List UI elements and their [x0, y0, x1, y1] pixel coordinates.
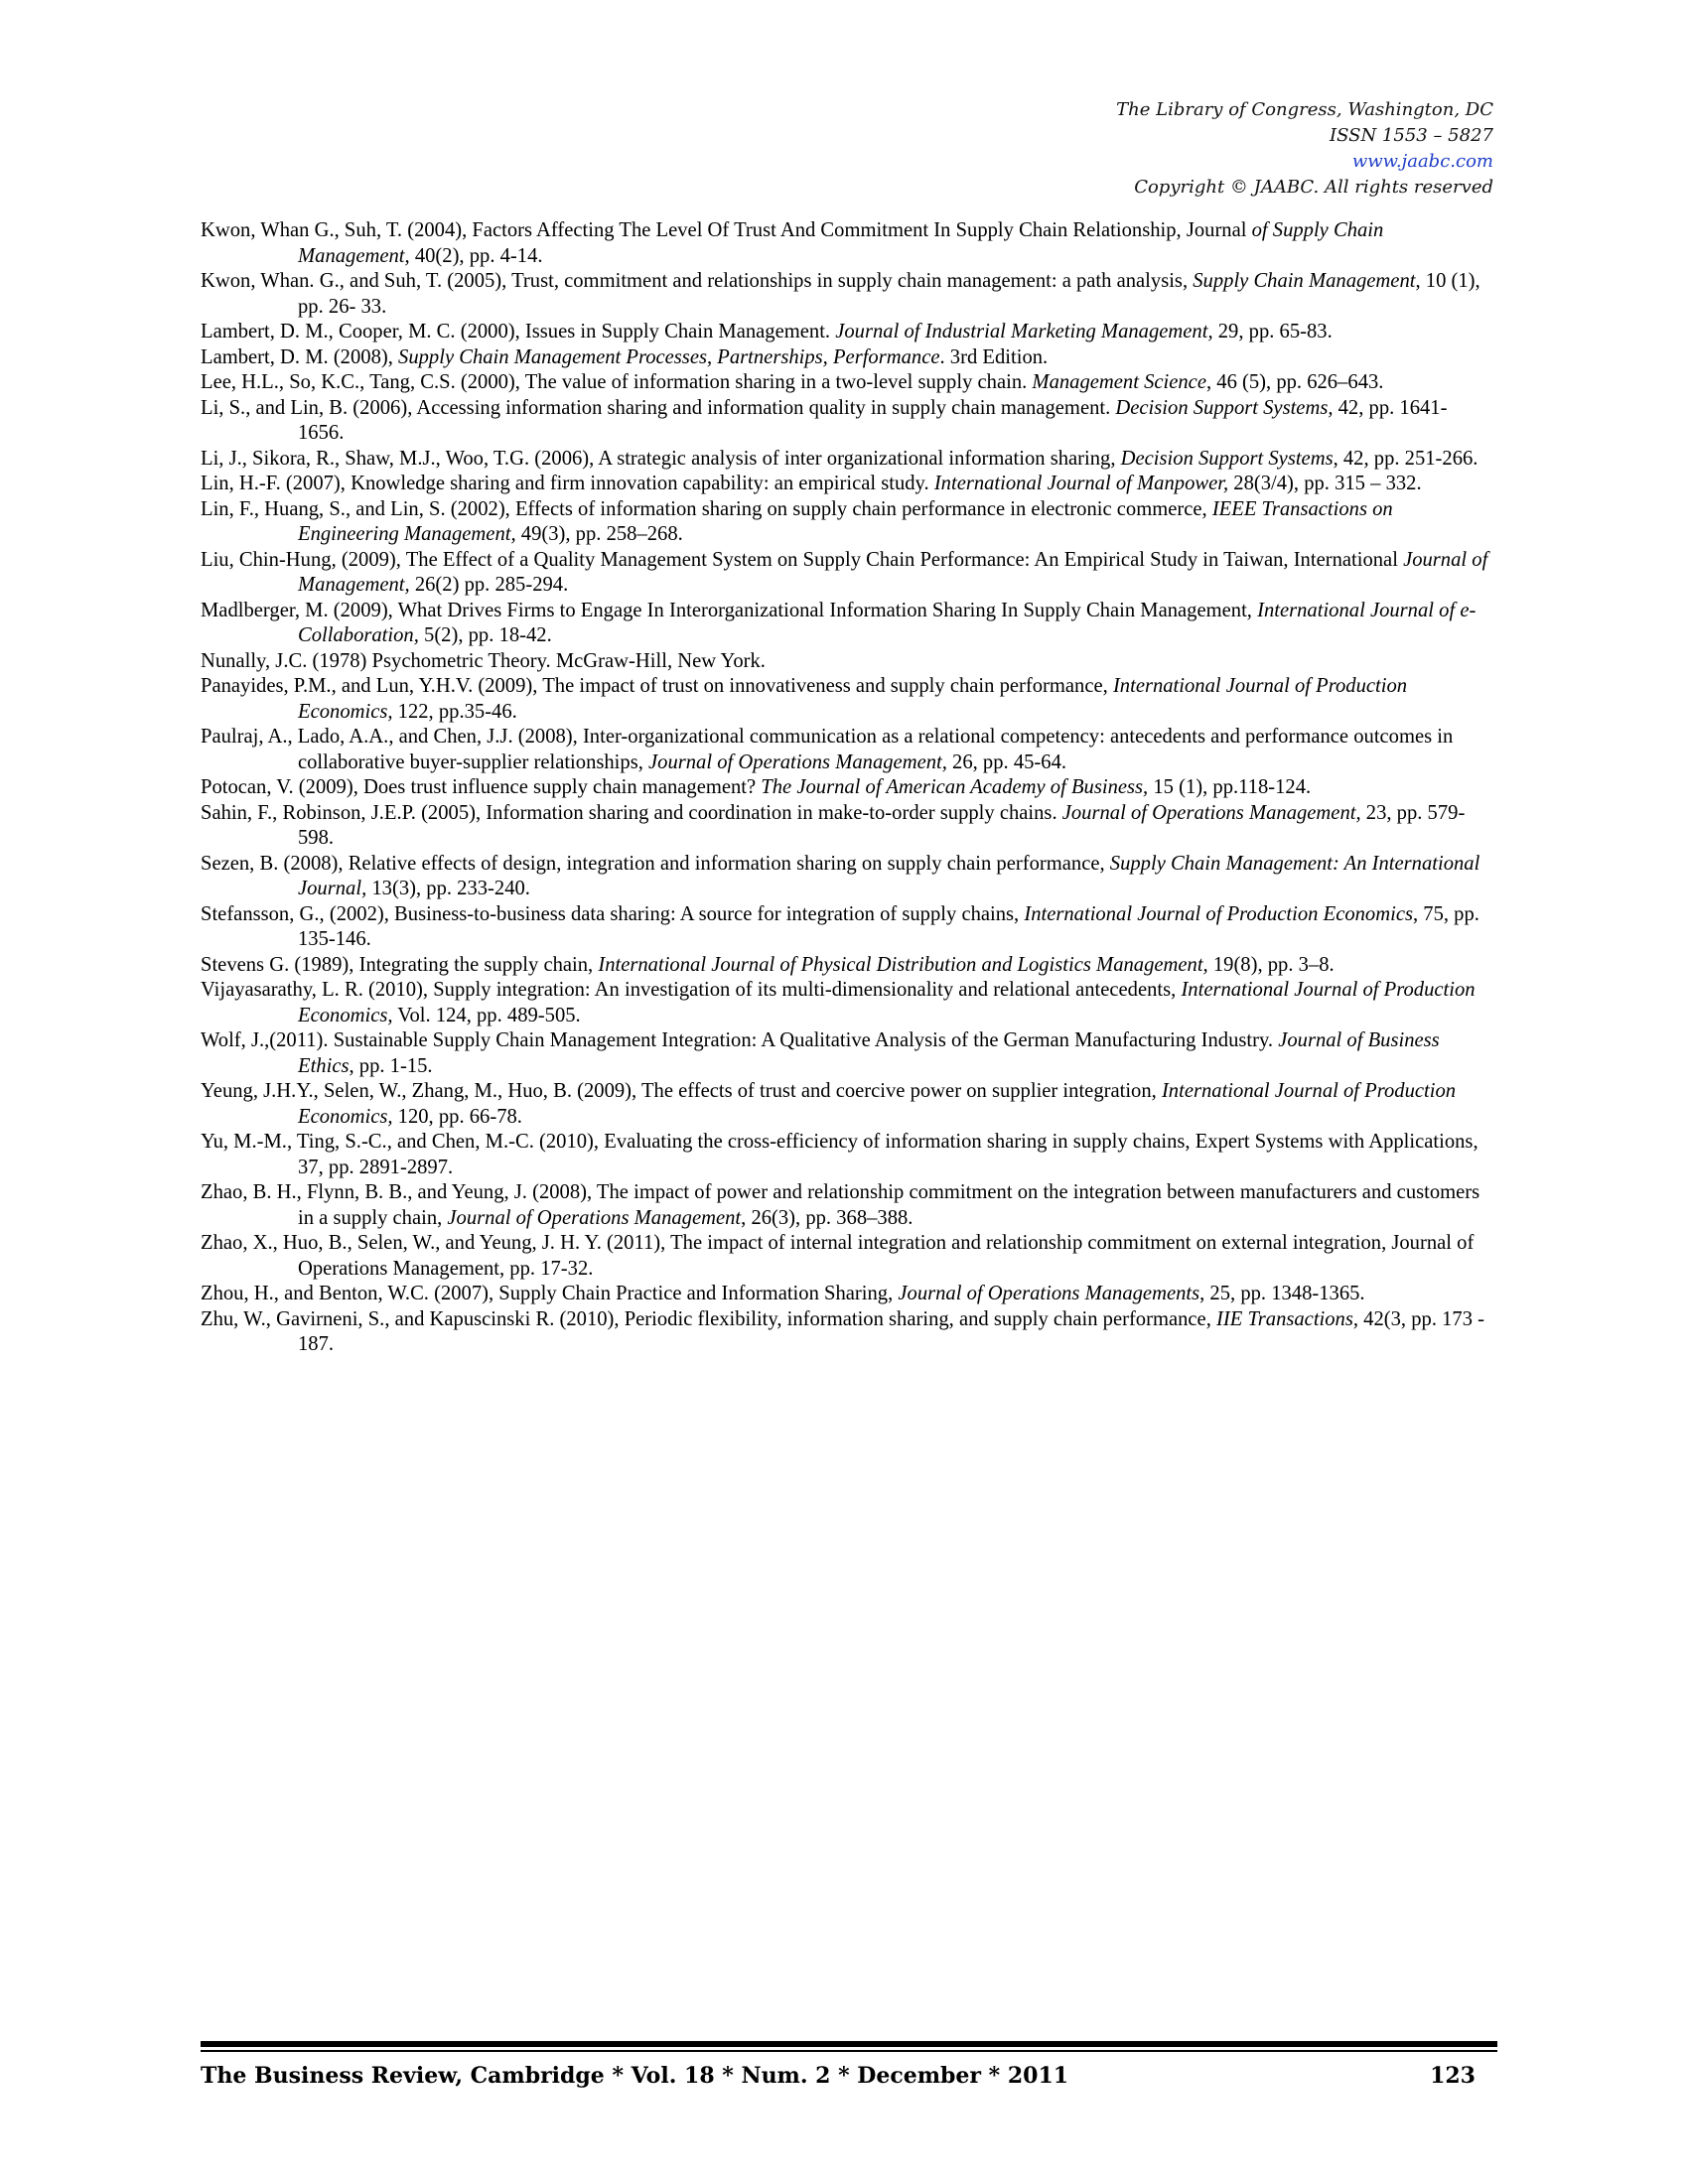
reference-text: , 10 (1), pp. 26- 33.	[298, 270, 1480, 318]
reference-entry	[201, 396, 1491, 447]
reference-text: , 26(3), pp. 368–388.	[741, 1206, 914, 1229]
reference-source-italic: Journal of Industrial Marketing Management,	[835, 321, 1213, 342]
reference-text: Kwon, Whan G., Suh, T. (2004), Factors Affecting The Level Of Trust And Commitment In Supply Chain Relationship, Journal	[201, 219, 1252, 241]
reference-text: Lee, H.L., So, K.C., Tang, C.S. (2000), The value of information sharing in a two-level supply chain.	[201, 371, 1033, 393]
reference-text: Kwon, Whan. G., and Suh, T. (2005), Trust, commitment and relationships in supply chain management: a path analysis,	[201, 270, 1194, 292]
reference-source-italic: Journal of Operations Management,	[1061, 801, 1361, 824]
reference-source-italic: Management Science	[1032, 371, 1206, 393]
reference-text: Panayides, P.M., and Lun, Y.H.V. (2009), The impact of trust on innovativeness and supply chain performance,	[201, 675, 1113, 697]
reference-text: Stefansson, G., (2002), Business-to-business data sharing: A source for integration of supply chains,	[201, 902, 1025, 925]
reference-text: 13(3), pp. 233-240.	[366, 878, 530, 899]
reference-entry	[201, 599, 1491, 649]
reference-source-italic: Journal of Operations Managements	[898, 1283, 1200, 1304]
reference-source-italic: Decision Support Systems,	[1115, 396, 1334, 419]
reference-text: , 75, pp. 135-146.	[298, 902, 1479, 950]
reference-source-italic: Journal of Operations Management,	[648, 751, 947, 773]
reference-text: Lin, F., Huang, S., and Lin, S. (2002), Effects of information sharing on supply chain performance in electronic commerce,	[201, 497, 1212, 520]
reference-entry	[201, 269, 1491, 320]
reference-source-italic: Supply Chain Management	[1193, 270, 1416, 292]
reference-text: Paulraj, A., Lado, A.A., and Chen, J.J. (2008), Inter-organizational communication as a relational competency: antecedents and performance outcomes in collaborative buyer-supplier relationships,	[201, 726, 1454, 773]
header-library-line: The Library of Congress, Washington, DC	[1116, 99, 1493, 120]
reference-entry	[201, 472, 1491, 497]
reference-text: , 42, pp. 251-266.	[1333, 447, 1478, 470]
reference-source-italic: Decision Support Systems	[1120, 447, 1334, 470]
reference-text: 29, pp. 65-83.	[1212, 321, 1333, 342]
reference-source-italic: International Journal of Production Economics,	[298, 675, 1408, 723]
reference-entry	[201, 218, 1491, 269]
reference-source-italic: Journal of Management,	[298, 548, 1488, 596]
reference-text: 26, pp. 45-64.	[946, 751, 1067, 773]
reference-entry	[201, 1130, 1491, 1180]
reference-entry	[201, 497, 1491, 548]
reference-entry	[201, 953, 1491, 979]
header-website-link[interactable]: www.jaabc.com	[1351, 151, 1493, 172]
reference-entry	[201, 1028, 1491, 1079]
reference-text: Lambert, D. M. (2008),	[201, 345, 399, 368]
reference-text: Zhao, X., Huo, B., Selen, W., and Yeung, J. H. Y. (2011), The impact of internal integration and relationship commitment on external integration, Journal of Operations Management, pp. 17-32.	[201, 1232, 1475, 1280]
reference-source-italic: International Journal of Physical Distribution and Logistics Management,	[598, 953, 1208, 976]
reference-text: Yu, M.-M., Ting, S.-C., and Chen, M.-C. (2010), Evaluating the cross-efficiency of information sharing in supply chains, Expert Systems with Applications, 37, pp. 2891-2897.	[201, 1131, 1478, 1178]
reference-text: 42(3, pp. 173 - 187.	[298, 1307, 1485, 1355]
reference-text: 120, pp. 66-78.	[392, 1105, 522, 1128]
footer-journal-info: The Business Review, Cambridge * Vol. 18 * Num. 2 * December * 2011	[201, 2063, 1069, 2089]
reference-text: Lin, H.-F. (2007), Knowledge sharing and firm innovation capability: an empirical study.	[201, 473, 934, 494]
reference-text: Liu, Chin-Hung, (2009), The Effect of a Quality Management System on Supply Chain Performance: An Empirical Study in Taiwan, International	[201, 548, 1404, 571]
reference-entry	[201, 674, 1491, 725]
reference-source-italic: International Journal of e-Collaboration,	[298, 599, 1477, 646]
reference-entry	[201, 548, 1491, 599]
header-issn-line: ISSN 1553 – 5827	[1330, 125, 1493, 146]
reference-entry	[201, 978, 1491, 1028]
reference-source-italic: of Supply Chain Management,	[298, 219, 1384, 267]
reference-text: 23, pp. 579-598.	[298, 801, 1466, 849]
reference-source-italic: International Journal of Production Economics	[1024, 902, 1413, 925]
running-header	[798, 97, 1493, 201]
reference-text: 122, pp.35-46.	[392, 700, 517, 723]
reference-text: Vijayasarathy, L. R. (2010), Supply integration: An investigation of its multi-dimensionality and relational antecedents,	[201, 979, 1182, 1001]
footer-rule-thick	[201, 2041, 1497, 2047]
reference-entry	[201, 852, 1491, 902]
reference-text: Stevens G. (1989), Integrating the supply chain,	[201, 953, 599, 976]
reference-text: Yeung, J.H.Y., Selen, W., Zhang, M., Huo, B. (2009), The effects of trust and coercive power on supplier integration,	[201, 1080, 1162, 1102]
reference-entry	[201, 370, 1491, 396]
reference-text: Nunally, J.C. (1978) Psychometric Theory. McGraw-Hill, New York.	[201, 649, 766, 672]
reference-entry	[201, 1079, 1491, 1130]
reference-entry	[201, 1307, 1491, 1358]
header-copyright-line: Copyright © JAABC. All rights reserved	[1134, 177, 1493, 198]
reference-text: 49(3), pp. 258–268.	[515, 523, 683, 545]
reference-entry	[201, 775, 1491, 801]
reference-text: 26(2) pp. 285-294.	[409, 574, 569, 596]
reference-text: Potocan, V. (2009), Does trust influence supply chain management?	[201, 776, 762, 798]
reference-text: 15 (1), pp.118-124.	[1148, 776, 1312, 798]
reference-source-italic: International Journal of Manpower,	[933, 473, 1229, 494]
reference-entry	[201, 1180, 1491, 1231]
footer-rule-thin	[201, 2050, 1497, 2052]
reference-entry	[201, 1282, 1491, 1307]
reference-text: Zhou, H., and Benton, W.C. (2007), Supply Chain Practice and Information Sharing,	[201, 1283, 899, 1304]
reference-list	[201, 218, 1491, 1358]
reference-text: Madlberger, M. (2009), What Drives Firms to Engage In Interorganizational Information Sharing In Supply Chain Management,	[201, 599, 1258, 621]
reference-source-italic: International Journal of Production Economics,	[298, 1080, 1457, 1128]
reference-text: Zhao, B. H., Flynn, B. B., and Yeung, J. (2008), The impact of power and relationship commitment on the integration between manufacturers and customers in a supply chain,	[201, 1181, 1480, 1229]
reference-entry	[201, 801, 1491, 852]
reference-text: Lambert, D. M., Cooper, M. C. (2000), Issues in Supply Chain Management.	[201, 321, 836, 342]
reference-source-italic: Supply Chain Management: An International Journal,	[298, 852, 1480, 899]
reference-text: Sezen, B. (2008), Relative effects of design, integration and information sharing on supply chain performance,	[201, 852, 1110, 875]
reference-entry	[201, 447, 1491, 473]
reference-entry	[201, 725, 1491, 775]
reference-text: Li, S., and Lin, B. (2006), Accessing information sharing and information quality in supply chain management.	[201, 396, 1116, 419]
reference-source-italic: IEEE Transactions on Engineering Management,	[298, 497, 1393, 545]
reference-text: Li, J., Sikora, R., Shaw, M.J., Woo, T.G. (2006), A strategic analysis of inter organizational information sharing,	[201, 447, 1121, 470]
reference-source-italic: Journal of Business Ethics	[298, 1029, 1440, 1077]
reference-text: , 46 (5), pp. 626–643.	[1205, 371, 1384, 393]
reference-entry	[201, 345, 1491, 371]
reference-entry	[201, 649, 1491, 675]
reference-text: Sahin, F., Robinson, J.E.P. (2005), Information sharing and coordination in make-to-order supply chains.	[201, 801, 1062, 824]
reference-text: Vol. 124, pp. 489-505.	[392, 1004, 581, 1026]
reference-entry	[201, 320, 1491, 345]
reference-source-italic: International Journal of Production Economics,	[298, 979, 1476, 1026]
reference-text: Zhu, W., Gavirneni, S., and Kapuscinski R. (2010), Periodic flexibility, information sharing, and supply chain performance,	[201, 1307, 1216, 1330]
reference-text: Wolf, J.,(2011). Sustainable Supply Chain Management Integration: A Qualitative Analysis of the German Manufacturing Industry.	[201, 1029, 1279, 1051]
reference-source-italic: IIE Transactions,	[1216, 1307, 1359, 1330]
reference-source-italic: The Journal of American Academy of Business,	[761, 776, 1149, 798]
reference-text: , 25, pp. 1348-1365.	[1199, 1283, 1365, 1304]
reference-text: 28(3/4), pp. 315 – 332.	[1228, 473, 1422, 494]
reference-entry	[201, 1231, 1491, 1282]
reference-text: 42, pp. 1641-1656.	[298, 396, 1448, 444]
reference-entry	[201, 902, 1491, 953]
reference-source-italic: Journal of Operations Management	[447, 1206, 742, 1229]
reference-text: , pp. 1-15.	[349, 1054, 433, 1077]
reference-text: . 3rd Edition.	[939, 345, 1049, 368]
reference-text: 5(2), pp. 18-42.	[418, 624, 552, 646]
reference-source-italic: Supply Chain Management Processes, Partnerships, Performance	[398, 345, 940, 368]
reference-text: 40(2), pp. 4-14.	[409, 244, 543, 267]
page-number: 123	[1430, 2063, 1476, 2089]
reference-text: 19(8), pp. 3–8.	[1207, 953, 1335, 976]
